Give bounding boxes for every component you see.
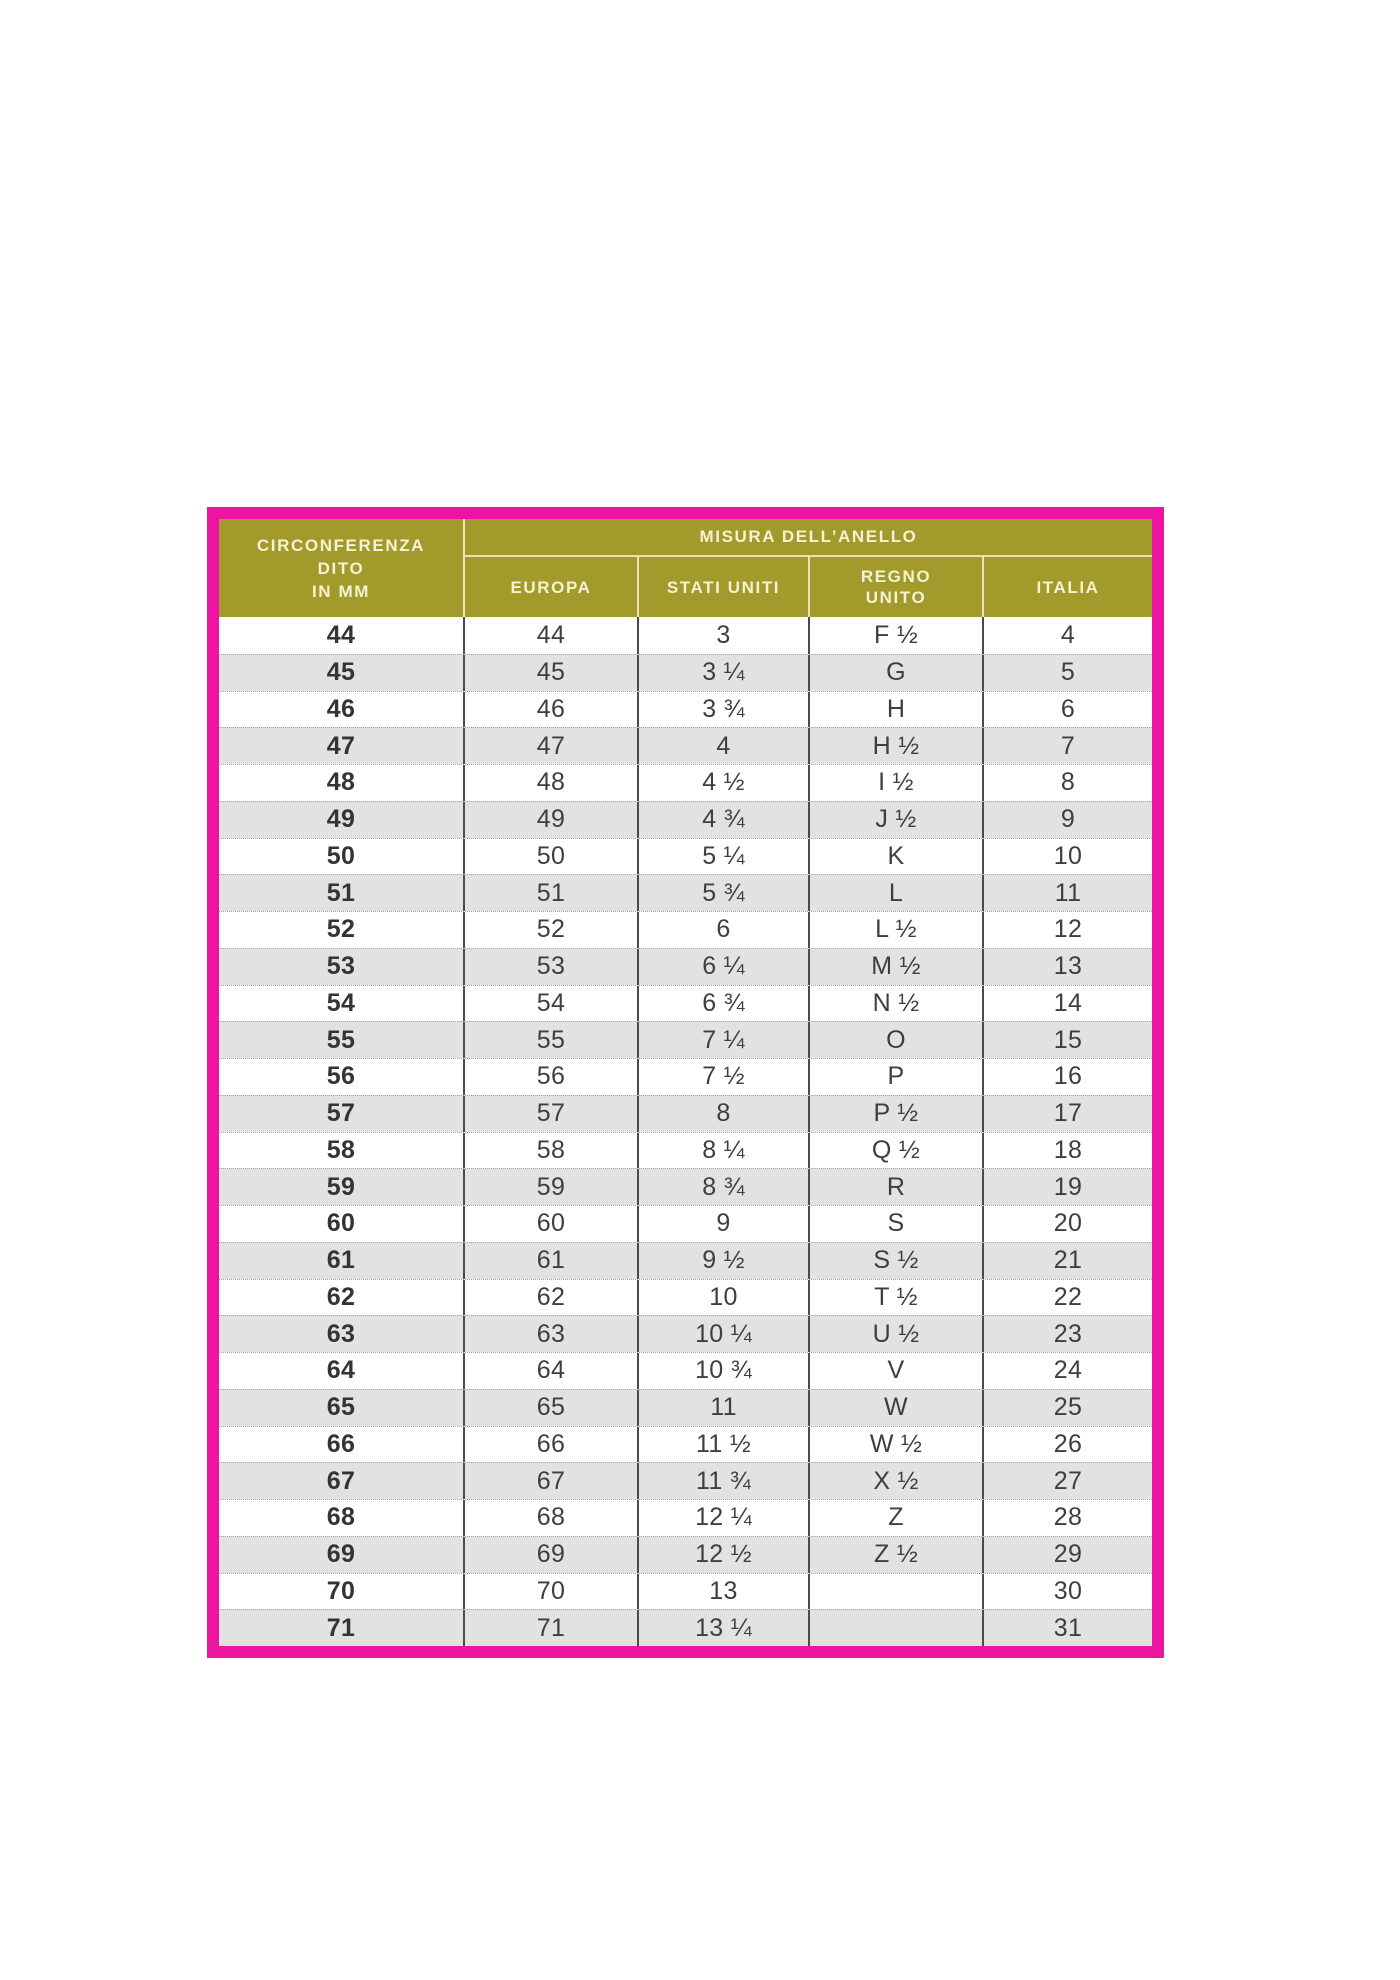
cell-regno-unito [808,1574,982,1610]
cell-regno-unito: X ½ [808,1463,982,1499]
cell-europa: 47 [463,728,637,764]
cell-italia: 6 [982,692,1152,728]
cell-regno-unito: P [808,1059,982,1095]
cell-stati-uniti: 8 [637,1096,808,1132]
cell-stati-uniti: 6 ¾ [637,986,808,1022]
cell-europa: 63 [463,1316,637,1352]
table-row [219,617,1152,654]
cell-italia: 22 [982,1280,1152,1316]
cell-regno-unito: Z [808,1500,982,1536]
table-row [219,691,1152,728]
cell-circumference-mm: 54 [326,988,356,1017]
cell-europa: 66 [463,1427,637,1463]
cell-stati-uniti: 4 ¾ [637,802,808,838]
cell-regno-unito: K [808,839,982,875]
cell-stati-uniti: 6 ¼ [637,949,808,985]
cell-italia: 24 [982,1353,1152,1389]
cell-regno-unito: R [808,1169,982,1205]
cell-europa: 69 [463,1537,637,1573]
cell-europa: 59 [463,1169,637,1205]
cell-circumference-mm: 48 [326,768,356,797]
table-row [219,985,1152,1022]
cell-circumference-mm: 68 [326,1503,356,1532]
cell-italia: 8 [982,765,1152,801]
column-header: STATI UNITI [637,557,808,617]
cell-circumference-mm: 64 [326,1356,356,1385]
cell-europa: 49 [463,802,637,838]
table-row [219,1205,1152,1242]
cell-italia: 15 [982,1022,1152,1058]
cell-europa: 46 [463,692,637,728]
cell-circumference-mm: 47 [326,731,356,760]
cell-regno-unito: G [808,655,982,691]
cell-stati-uniti: 12 ¼ [637,1500,808,1536]
table-row [219,1389,1152,1426]
cell-europa: 65 [463,1390,637,1426]
table-row [219,1573,1152,1610]
cell-italia: 9 [982,802,1152,838]
cell-europa: 44 [463,617,637,654]
cell-europa: 48 [463,765,637,801]
cell-italia: 14 [982,986,1152,1022]
cell-circumference-mm: 70 [326,1576,356,1605]
cell-stati-uniti: 13 [637,1574,808,1610]
cell-circumference-mm: 57 [326,1099,356,1128]
cell-stati-uniti: 11 ¾ [637,1463,808,1499]
cell-italia: 29 [982,1537,1152,1573]
column-header: EUROPA [463,557,637,617]
cell-europa: 58 [463,1133,637,1169]
column-header: ITALIA [982,557,1152,617]
table-row [219,654,1152,691]
cell-circumference-mm: 61 [326,1246,356,1275]
cell-europa: 70 [463,1574,637,1610]
cell-circumference-mm: 53 [326,952,356,981]
cell-regno-unito: U ½ [808,1316,982,1352]
cell-italia: 12 [982,912,1152,948]
cell-italia: 13 [982,949,1152,985]
cell-circumference-mm: 45 [326,658,356,687]
table-row [219,1609,1152,1646]
cell-europa: 64 [463,1353,637,1389]
cell-italia: 27 [982,1463,1152,1499]
cell-regno-unito [808,1610,982,1646]
column-header: REGNO UNITO [808,557,982,617]
cell-circumference-mm: 60 [326,1209,356,1238]
table-row [219,1315,1152,1352]
cell-europa: 68 [463,1500,637,1536]
table-row [219,1536,1152,1573]
cell-stati-uniti: 9 ½ [637,1243,808,1279]
cell-stati-uniti: 3 [637,617,808,654]
cell-italia: 7 [982,728,1152,764]
table-row [219,911,1152,948]
header-finger-circumference: CIRCONFERENZA DITO IN MM [256,535,426,601]
cell-circumference-mm: 59 [326,1172,356,1201]
cell-stati-uniti: 11 ½ [637,1427,808,1463]
cell-europa: 51 [463,875,637,911]
cell-regno-unito: P ½ [808,1096,982,1132]
cell-italia: 23 [982,1316,1152,1352]
cell-italia: 26 [982,1427,1152,1463]
cell-regno-unito: I ½ [808,765,982,801]
cell-stati-uniti: 4 ½ [637,765,808,801]
cell-regno-unito: O [808,1022,982,1058]
cell-stati-uniti: 9 [637,1206,808,1242]
table-row [219,1426,1152,1463]
table-header [219,519,1152,617]
cell-regno-unito: W [808,1390,982,1426]
cell-europa: 56 [463,1059,637,1095]
ring-size-conversion-table [207,507,1164,1658]
cell-regno-unito: N ½ [808,986,982,1022]
table-body [219,617,1152,1646]
cell-stati-uniti: 7 ½ [637,1059,808,1095]
cell-regno-unito: Q ½ [808,1133,982,1169]
table-row [219,1499,1152,1536]
cell-italia: 4 [982,617,1152,654]
cell-regno-unito: T ½ [808,1280,982,1316]
cell-italia: 21 [982,1243,1152,1279]
table-row [219,1352,1152,1389]
cell-regno-unito: F ½ [808,617,982,654]
cell-regno-unito: H [808,692,982,728]
cell-europa: 52 [463,912,637,948]
cell-circumference-mm: 51 [326,878,356,907]
cell-stati-uniti: 10 ¼ [637,1316,808,1352]
cell-italia: 19 [982,1169,1152,1205]
cell-regno-unito: S ½ [808,1243,982,1279]
table-row [219,1021,1152,1058]
cell-stati-uniti: 13 ¼ [637,1610,808,1646]
cell-europa: 62 [463,1280,637,1316]
cell-circumference-mm: 46 [326,694,356,723]
cell-europa: 67 [463,1463,637,1499]
cell-circumference-mm: 56 [326,1062,356,1091]
cell-europa: 55 [463,1022,637,1058]
cell-stati-uniti: 11 [637,1390,808,1426]
table-row [219,1058,1152,1095]
cell-regno-unito: L ½ [808,912,982,948]
cell-circumference-mm: 49 [326,805,356,834]
cell-stati-uniti: 10 [637,1280,808,1316]
table-row [219,727,1152,764]
cell-stati-uniti: 5 ¼ [637,839,808,875]
cell-europa: 60 [463,1206,637,1242]
table-row [219,801,1152,838]
cell-europa: 61 [463,1243,637,1279]
cell-europa: 45 [463,655,637,691]
cell-regno-unito: H ½ [808,728,982,764]
cell-stati-uniti: 6 [637,912,808,948]
cell-italia: 5 [982,655,1152,691]
cell-europa: 54 [463,986,637,1022]
cell-italia: 11 [982,875,1152,911]
cell-stati-uniti: 8 ¾ [637,1169,808,1205]
cell-circumference-mm: 52 [326,915,356,944]
header-ring-size-group: MISURA DELL’ANELLO [463,519,1152,557]
cell-italia: 25 [982,1390,1152,1426]
cell-circumference-mm: 63 [326,1319,356,1348]
cell-europa: 53 [463,949,637,985]
table-row [219,764,1152,801]
cell-stati-uniti: 4 [637,728,808,764]
cell-stati-uniti: 10 ¾ [637,1353,808,1389]
cell-stati-uniti: 12 ½ [637,1537,808,1573]
cell-circumference-mm: 55 [326,1025,356,1054]
cell-regno-unito: V [808,1353,982,1389]
cell-italia: 30 [982,1574,1152,1610]
cell-circumference-mm: 67 [326,1466,356,1495]
cell-regno-unito: J ½ [808,802,982,838]
cell-regno-unito: Z ½ [808,1537,982,1573]
cell-stati-uniti: 8 ¼ [637,1133,808,1169]
table-row [219,1095,1152,1132]
table-row [219,1168,1152,1205]
table-row [219,948,1152,985]
cell-regno-unito: M ½ [808,949,982,985]
cell-europa: 50 [463,839,637,875]
cell-italia: 28 [982,1500,1152,1536]
table-row [219,1242,1152,1279]
cell-europa: 57 [463,1096,637,1132]
cell-regno-unito: S [808,1206,982,1242]
cell-circumference-mm: 62 [326,1282,356,1311]
cell-circumference-mm: 44 [326,620,356,649]
table-row [219,838,1152,875]
cell-italia: 17 [982,1096,1152,1132]
table-row [219,1279,1152,1316]
cell-circumference-mm: 69 [326,1540,356,1569]
cell-stati-uniti: 7 ¼ [637,1022,808,1058]
cell-italia: 16 [982,1059,1152,1095]
cell-europa: 71 [463,1610,637,1646]
cell-circumference-mm: 50 [326,841,356,870]
table-row [219,1132,1152,1169]
cell-regno-unito: L [808,875,982,911]
cell-regno-unito: W ½ [808,1427,982,1463]
cell-stati-uniti: 5 ¾ [637,875,808,911]
cell-stati-uniti: 3 ¾ [637,692,808,728]
cell-circumference-mm: 71 [326,1613,356,1642]
table-row [219,1462,1152,1499]
cell-italia: 31 [982,1610,1152,1646]
cell-italia: 10 [982,839,1152,875]
cell-italia: 18 [982,1133,1152,1169]
cell-circumference-mm: 65 [326,1393,356,1422]
cell-stati-uniti: 3 ¼ [637,655,808,691]
cell-circumference-mm: 66 [326,1429,356,1458]
cell-circumference-mm: 58 [326,1135,356,1164]
cell-italia: 20 [982,1206,1152,1242]
table-row [219,874,1152,911]
